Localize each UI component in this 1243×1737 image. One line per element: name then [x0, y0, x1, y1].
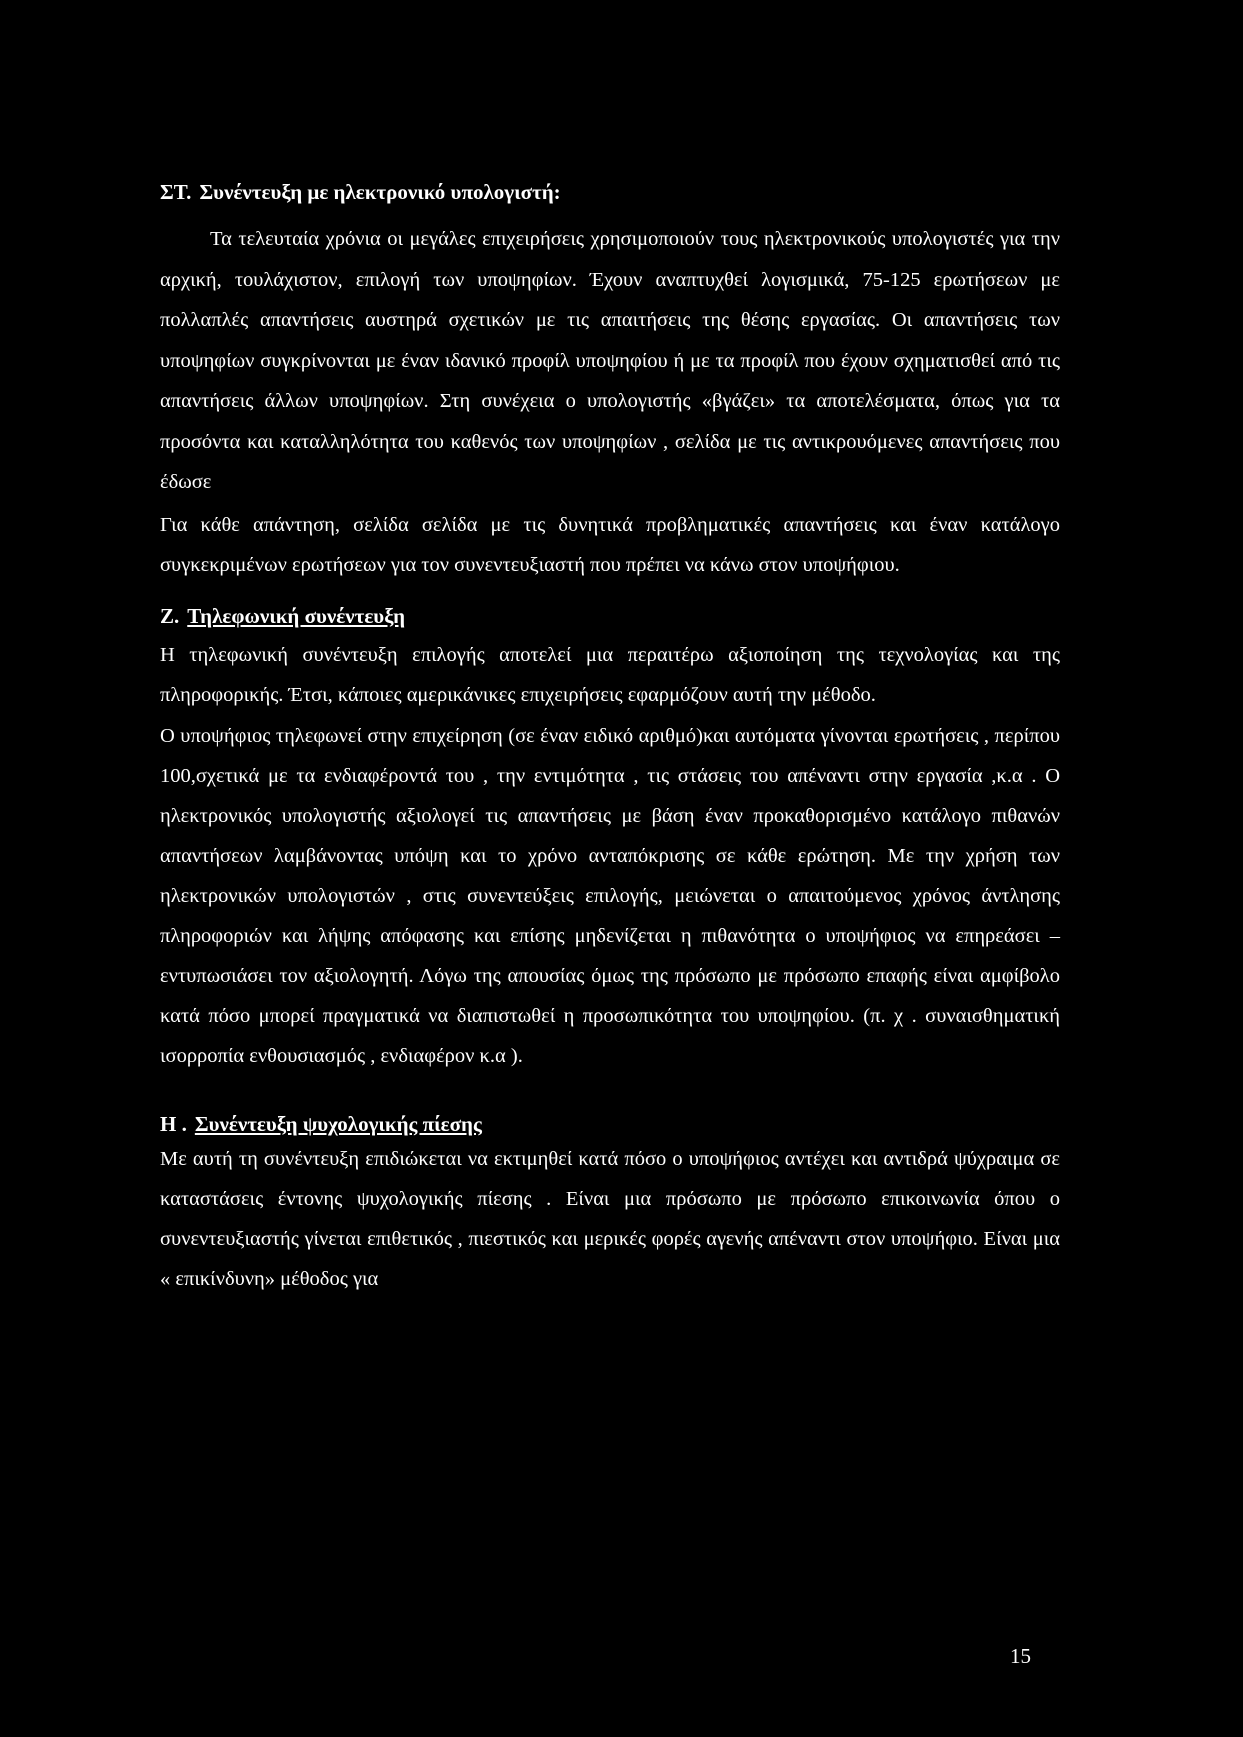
- section-st-heading: [160, 180, 1060, 205]
- section-h-heading: [160, 1112, 1060, 1137]
- section-h-paragraph-1: Με αυτή τη συνέντευξη επιδιώκεται να εκτιμηθεί κατά πόσο ο υποψήφιος αντέχει και αντιδρά ψύχραιμα σε καταστάσεις έντονης ψυχολογικής πίεσης . Είναι μια πρόσωπο με πρόσωπο επικοινωνία όπου ο συνεντευξιαστής γίνεται επιθετικός , πιεστικός και μερικές φορές αγενής απέναντι στον υποψήφιο. Είναι μια « επικίνδυνη» μέθοδος για: [160, 1147, 1060, 1290]
- section-st-label: ΣΤ.: [160, 180, 192, 204]
- section-z-title: Τηλεφωνική συνέντευξη: [187, 603, 406, 628]
- section-z-label: Ζ.: [160, 603, 180, 628]
- section-z-paragraph-2: Ο υποψήφιος τηλεφωνεί στην επιχείρηση (σε έναν ειδικό αριθμό)και αυτόματα γίνονται ερωτήσεις , περίπου 100,σχετικά με τα ενδιαφέροντά του , την εντιμότητα , τις στάσεις του απέναντι στην εργασία ,κ.α . Ο ηλεκτρονικός υπολογιστής αξιολογεί τις απαντήσεις με βάση έναν προκαθορισμένο κατάλογο πιθανών απαντήσεων λαμβάνοντας υπόψη και το χρόνο ανταπόκρισης σε κάθε ερώτηση. Με την χρήση των ηλεκτρονικών υπολογιστών , στις συνεντεύξεις επιλογής, μειώνεται ο απαιτούμενος χρόνος άντλησης πληροφοριών και λήψης απόφασης και επίσης μηδενίζεται η πιθανότητα ο υποψήφιος να επηρεάσει –εντυπωσιάσει τον αξιολογητή. Λόγω της απουσίας όμως της πρόσωπο με πρόσωπο επαφής είναι αμφίβολο κατά πόσο μπορεί πραγματικά να διαπιστωθεί η προσωπικότητα του υποψηφίου. (π. χ . συναισθηματική ισορροπία ενθουσιασμός , ενδιαφέρον κ.α ).: [160, 724, 1060, 1067]
- section-h-label: Η .: [160, 1111, 187, 1136]
- section-st-paragraph-2: Για κάθε απάντηση, σελίδα σελίδα με τις δυνητικά προβληματικές απαντήσεις και έναν κατάλογο συγκεκριμένων ερωτήσεων για τον συνεντευξιαστή που πρέπει να κάνω στον υποψήφιου.: [160, 513, 1060, 576]
- section-st-title: Συνέντευξη με ηλεκτρονικό υπολογιστή:: [199, 180, 561, 204]
- section-z-paragraph-1: Η τηλεφωνική συνέντευξη επιλογής αποτελεί μια περαιτέρω αξιοποίηση της τεχνολογίας και της πληροφορικής. Έτσι, κάποιες αμερικάνικες επιχειρήσεις εφαρμόζουν αυτή την μέθοδο.: [160, 643, 1060, 706]
- section-h-title: Συνέντευξη ψυχολογικής πίεσης: [194, 1111, 482, 1136]
- section-z-heading: [160, 604, 1060, 629]
- section-st-paragraph-1: Τα τελευταία χρόνια οι μεγάλες επιχειρήσεις χρησιμοποιούν τους ηλεκτρονικούς υπολογιστές για την αρχική, τουλάχιστον, επιλογή των υποψηφίων. Έχουν αναπτυχθεί λογισμικά, 75-125 ερωτήσεων με πολλαπλές απαντήσεις αυστηρά σχετικών με τις απαιτήσεις της θέσης εργασίας. Οι απαντήσεις των υποψηφίων συγκρίνονται με έναν ιδανικό προφίλ υποψηφίου ή με τα προφίλ που έχουν σχηματισθεί από τις απαντήσεις άλλων υποψηφίων. Στη συνέχεια ο υπολογιστής «βγάζει» τα αποτελέσματα, όπως για τα προσόντα και καταλληλότητα του καθενός των υποψηφίων , σελίδα με τις αντικρουόμενες απαντήσεις που έδωσε: [160, 228, 1060, 493]
- page-number: 15: [1010, 1644, 1031, 1668]
- document-page: [160, 180, 1060, 1299]
